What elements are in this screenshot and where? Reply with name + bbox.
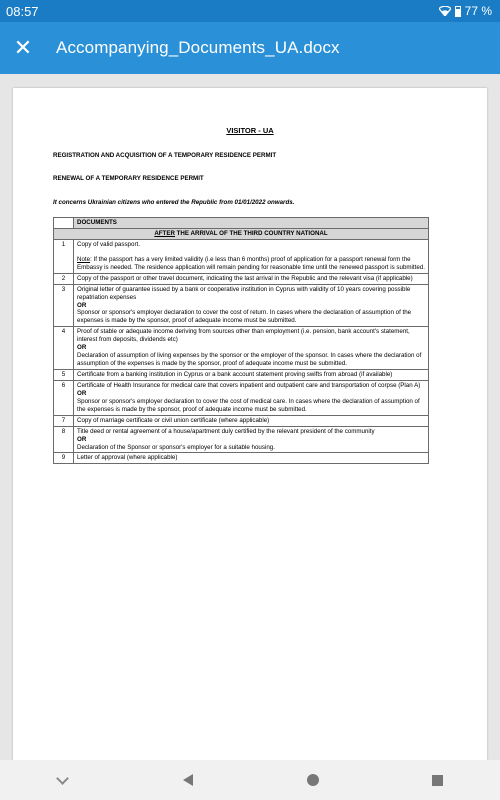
doc-heading-renewal: RENEWAL OF A TEMPORARY RESIDENCE PERMIT	[53, 175, 204, 182]
document-title: Accompanying_Documents_UA.docx	[56, 38, 340, 57]
note-label: Note	[77, 255, 91, 263]
row-text: Copy of marriage certificate or civil union certificate (where applicable)	[74, 415, 429, 426]
row-text: Copy of the passport or other travel document, indicating the last arrival in the Republic and the relevant visa (if applicable)	[74, 273, 429, 284]
row-text: Letter of approval (where applicable)	[74, 453, 429, 464]
row-option-2: Declaration of assumption of living expenses by the sponsor or the employer of the sponsor. In cases where the declaration of assumption of the expenses is made by the sponsor, proof of adequate income must be submitted.	[77, 352, 422, 368]
row-text	[74, 380, 429, 415]
home-button[interactable]	[293, 760, 333, 800]
table-header: DOCUMENTS	[74, 218, 429, 229]
or-label: OR	[77, 301, 87, 309]
row-option-2: Declaration of the Sponsor or sponsor's employer for a suitable housing.	[77, 443, 275, 451]
row-option-1: Original letter of guarantee issued by a bank or cooperative institution in Cyprus with validity of 10 years covering possible repatriation expenses	[77, 285, 411, 301]
home-circle-icon	[307, 774, 319, 786]
row-text	[74, 284, 429, 327]
document-viewer[interactable]	[0, 74, 500, 760]
recents-square-icon	[432, 775, 443, 786]
table-subheader-row	[54, 228, 429, 239]
row-number: 2	[54, 273, 74, 284]
row-text	[74, 327, 429, 370]
note-text: : If the passport has a very limited validity (i.e less than 6 months) proof of application for a passport renewal form the Embassy is needed. The residence application will remain pending for reasonable time until the renewed passport is submitted.	[77, 255, 425, 271]
table-row	[54, 327, 429, 370]
or-label: OR	[77, 389, 87, 397]
row-number: 9	[54, 453, 74, 464]
row-number: 4	[54, 327, 74, 370]
table-header-blank	[54, 218, 74, 229]
battery-level: 77 %	[464, 4, 492, 18]
table-row	[54, 380, 429, 415]
table-row	[54, 239, 429, 273]
doc-scope-note: It concerns Ukrainian citizens who entered the Republic from 01/01/2022 onwards.	[53, 199, 295, 206]
or-label: OR	[77, 435, 87, 443]
table-header-row	[54, 218, 429, 229]
row-text: Certificate from a banking institution in Cyprus or a bank account statement proving swifts from abroad (if available)	[74, 370, 429, 381]
close-icon: ✕	[13, 35, 33, 60]
row-number: 6	[54, 380, 74, 415]
documents-table	[53, 217, 429, 464]
row-option-1: Title deed or rental agreement of a house/apartment duly certified by the relevant president of the community	[77, 427, 375, 435]
doc-title: VISITOR - UA	[226, 126, 274, 135]
close-button[interactable]	[0, 22, 46, 74]
collapse-button[interactable]	[43, 760, 83, 800]
battery-icon	[455, 6, 461, 17]
table-row	[54, 426, 429, 453]
chevron-down-icon	[56, 772, 69, 785]
row-option-2: Sponsor or sponsor's employer declaration to cover the cost of return. In cases where the declaration of assumption of the expenses is made by the sponsor, proof of adequate income must be submitted.	[77, 309, 412, 325]
app-bar	[0, 22, 500, 74]
status-icons	[439, 4, 492, 18]
table-row	[54, 453, 429, 464]
navigation-bar	[0, 760, 500, 800]
subheader-rest: THE ARRIVAL OF THE THIRD COUNTRY NATIONAL	[174, 229, 328, 237]
table-row	[54, 273, 429, 284]
table-row	[54, 370, 429, 381]
status-bar	[0, 0, 500, 22]
row-number: 7	[54, 415, 74, 426]
row-text-line: Copy of valid passport.	[77, 240, 140, 248]
row-option-2: Sponsor or sponsor's employer declaration to cover the cost of medical care. In cases where the declaration of assumption of the expenses is made by the sponsor, proof of adequate income must be submitted.	[77, 397, 420, 413]
row-text	[74, 239, 429, 273]
row-number: 5	[54, 370, 74, 381]
doc-heading-registration: REGISTRATION AND ACQUISITION OF A TEMPORARY RESIDENCE PERMIT	[53, 152, 277, 159]
recents-button[interactable]	[418, 760, 458, 800]
row-number: 3	[54, 284, 74, 327]
row-text	[74, 426, 429, 453]
document-page	[13, 88, 487, 760]
back-button[interactable]	[168, 760, 208, 800]
row-option-1: Certificate of Health Insurance for medical care that covers inpatient and outpatient care and transportation of corpse (Plan A)	[77, 381, 421, 389]
table-row	[54, 284, 429, 327]
subheader-after: AFTER	[154, 229, 175, 237]
row-number: 8	[54, 426, 74, 453]
table-row	[54, 415, 429, 426]
or-label: OR	[77, 344, 87, 352]
back-triangle-icon	[183, 774, 193, 786]
status-time: 08:57	[6, 3, 39, 19]
row-option-1: Proof of stable or adequate income deriving from sources other than employment (i.e. pension, bank account's statement, interest from deposits, dividends etc)	[77, 328, 410, 344]
row-number: 1	[54, 239, 74, 273]
table-subheader	[54, 228, 429, 239]
wifi-icon	[439, 6, 451, 16]
